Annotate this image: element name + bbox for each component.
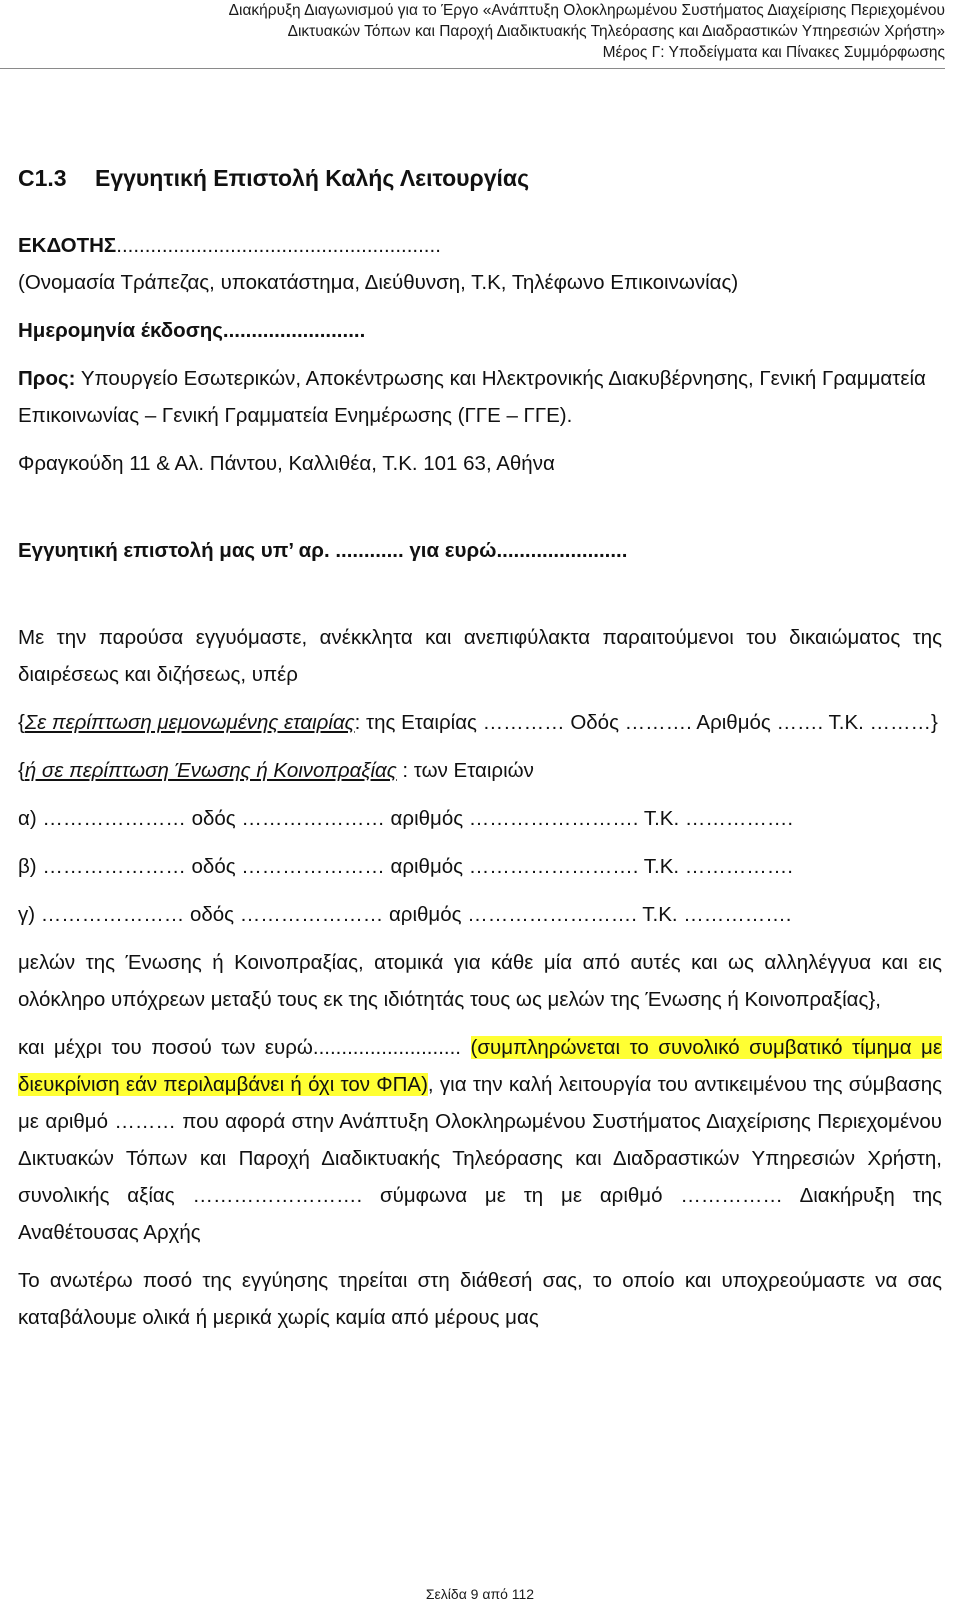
single-company-clause	[18, 704, 942, 741]
recipient-label: Προς:	[18, 367, 76, 390]
amount-post: , για την καλή λειτουργία του αντικειμένου της σύμβασης με αριθμό ……… που αφορά στην Ανάπτυξη Ολοκληρωμένου Συστήματος Διαχείρισης Περιεχομένου Δικτυακών Τόπων και Παροχή Διαδικτυακής Τηλεόρασης και Διαδραστικών Υπηρεσιών Χρήστη, συνολικής αξίας ……………………. σύμφωνα με τη με αριθμό …………… Διακήρυξη της Αναθέτουσας Αρχής	[18, 1073, 942, 1244]
member-c: γ) ………………… οδός ………………… αριθμός ……………………. Τ.Κ. …………….	[18, 903, 792, 926]
issuer-label: ΕΚΔΟΤΗΣ	[18, 234, 117, 257]
amount-highlight: (συμπληρώνεται το συνολικό συμβατικό τίμημα με διευκρίνιση εάν περιλαμβάνει ή όχι τον ΦΠΑ)	[18, 1036, 943, 1096]
page-number: Σελίδα 9 από 112	[425, 1586, 535, 1602]
closing-paragraph: Το ανωτέρω ποσό της εγγύησης τηρείται στη διάθεσή σας, το οποίο και υποχρεούμαστε να σας καταβάλουμε ολικά ή μερικά χωρίς καμία από μέρους μας	[18, 1269, 942, 1329]
section-number: C1.3	[18, 165, 67, 191]
amount-clause	[18, 1029, 942, 1251]
recipient-text: Υπουργείο Εσωτερικών, Αποκέντρωσης και Ηλεκτρονικής Διακυβέρνησης, Γενική Γραμματεία Επικοινωνίας – Γενική Γραμματεία Ενημέρωσης (ΓΓΕ – ΓΓΕ).	[18, 367, 926, 427]
page-header	[0, 0, 945, 63]
recipient-address: Φραγκούδη 11 & Αλ. Πάντου, Καλλιθέα, Τ.Κ. 101 63, Αθήνα	[18, 452, 555, 475]
header-line-2: Δικτυακών Τόπων και Παροχή Διαδικτυακής Τηλεόρασης και Διαδραστικών Υπηρεσιών Χρήστη»	[287, 23, 945, 40]
single-brace: {	[18, 711, 25, 734]
header-divider	[0, 68, 945, 69]
letter-reference: Εγγυητική επιστολή μας υπ’ αρ. ............ για ευρώ.......................	[18, 539, 628, 562]
section-heading	[18, 160, 942, 197]
single-case-label: Σε περίπτωση μεμονωμένης εταιρίας	[24, 711, 355, 734]
issue-date: Ημερομηνία έκδοσης.........................	[18, 319, 366, 342]
consortium-case-details: : των Εταιριών	[396, 759, 534, 782]
member-b: β) ………………… οδός ………………… αριθμός ……………………. Τ.Κ. …………….	[18, 855, 793, 878]
consortium-clause	[18, 752, 942, 789]
members-note: μελών της Ένωσης ή Κοινοπραξίας, ατομικά για κάθε μία από αυτές και ως αλληλέγγυα και εις ολόκληρο υπόχρεων μεταξύ τους εκ της ιδιότητάς τους ως μελών της Ένωσης ή Κοινοπραξίας},	[18, 951, 942, 1011]
issuer-dots: .........................................................	[116, 234, 441, 257]
recipient-block	[18, 360, 942, 434]
section-title: Εγγυητική Επιστολή Καλής Λειτουργίας	[95, 165, 530, 191]
issuer-details: (Ονομασία Τράπεζας, υποκατάστημα, Διεύθυνση, Τ.Κ, Τηλέφωνο Επικοινωνίας)	[18, 271, 739, 294]
issuer-line	[18, 227, 942, 264]
member-a: α) ………………… οδός ………………… αριθμός ……………………. Τ.Κ. …………….	[18, 807, 794, 830]
guarantee-intro: Με την παρούσα εγγυόμαστε, ανέκκλητα και ανεπιφύλακτα παραιτούμενοι του δικαιώματος της διαιρέσεως και διζήσεως, υπέρ	[18, 626, 942, 686]
amount-pre: και μέχρι του ποσού των ευρώ..........................	[18, 1036, 471, 1059]
header-line-1: Διακήρυξη Διαγωνισμού για το Έργο «Ανάπτυξη Ολοκληρωμένου Συστήματος Διαχείρισης Περιεχομένου	[228, 2, 945, 19]
document-body	[18, 160, 942, 1336]
consortium-brace: {	[18, 759, 25, 782]
single-case-details: : της Εταιρίας ………… Οδός ………. Αριθμός ……. Τ.Κ. ………}	[354, 711, 938, 734]
consortium-case-label: ή σε περίπτωση Ένωσης ή Κοινοπραξίας	[24, 759, 397, 782]
header-line-3: Μέρος Γ: Υποδείγματα και Πίνακες Συμμόρφωσης	[602, 44, 945, 61]
